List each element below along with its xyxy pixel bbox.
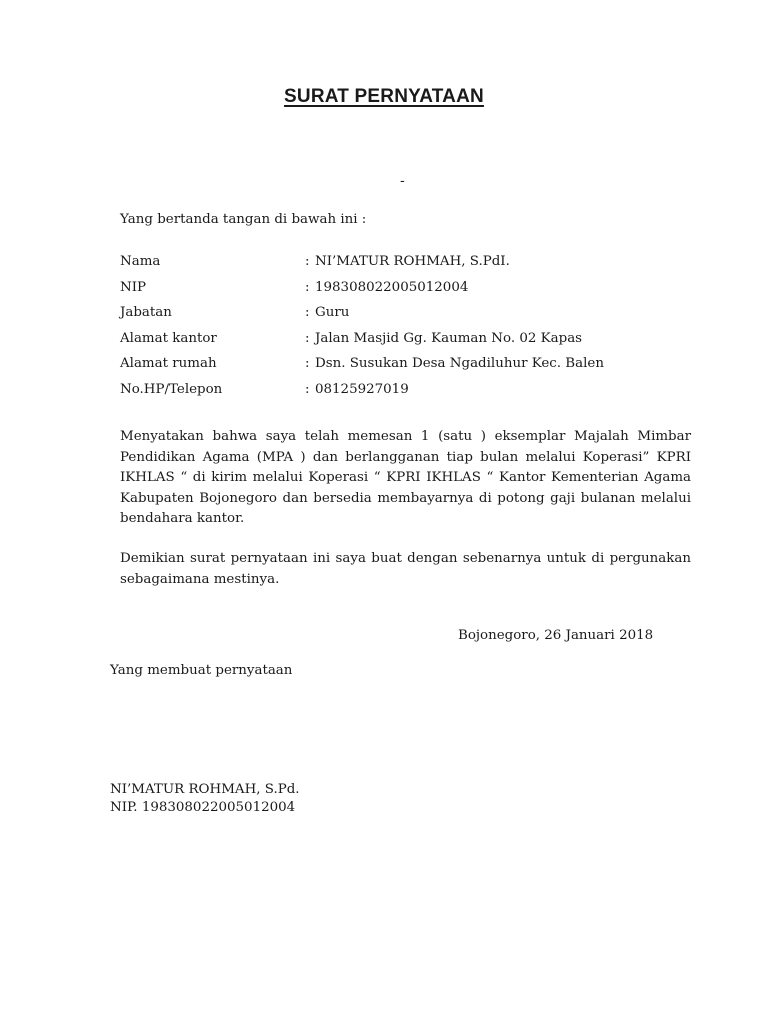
maker-label: Yang membuat pernyataan [110,663,293,678]
document-title [0,86,768,108]
field-colon: : [305,279,310,295]
field-row-telepon [120,380,680,406]
signer-nip: NIP. 198308022005012004 [110,800,296,815]
document-title-text: SURAT PERNYATAAN [284,86,484,107]
field-colon: : [305,254,310,269]
field-colon: : [305,305,310,321]
field-value: 08125927019 [315,381,409,397]
field-row-alamat-kantor [120,329,680,355]
field-label: Jabatan [120,305,172,321]
field-label: Alamat kantor [120,330,217,346]
field-row-jabatan [120,303,680,329]
field-colon: : [305,381,310,397]
field-value: Guru [315,305,350,321]
field-value: 198308022005012004 [315,279,469,295]
field-label: Nama [120,254,161,269]
intro-text: Yang bertanda tangan di bawah ini : [120,212,367,227]
closing-paragraph: Demikian surat pernyataan ini saya buat dengan sebenarnya untuk di pergunakan sebagaimana mestinya. [120,551,691,587]
field-label: No.HP/Telepon [120,381,223,397]
field-colon: : [305,356,310,372]
separator-mark: - [400,173,405,189]
field-row-alamat-rumah [120,354,680,380]
field-row-nama [120,252,680,278]
identity-fields [120,252,680,406]
place-date: Bojonegoro, 26 Januari 2018 [458,628,654,643]
statement-paragraph: Menyatakan bahwa saya telah memesan 1 (satu ) eksemplar Majalah Mimbar Pendidikan Agama (MPA ) dan berlangganan tiap bulan melalui Koperasi” KPRI IKHLAS “ di kirim melalui Koperasi “ KPRI IKHLAS “ Kantor Kementerian Agama Kabupaten Bojonegoro dan bersedia membayarnya di potong gaji bulanan melalui bendahara kantor. [120,429,691,527]
signer-name: NI’MATUR ROHMAH, S.Pd. [110,782,300,797]
field-value: Jalan Masjid Gg. Kauman No. 02 Kapas [315,330,583,346]
field-row-nip [120,278,680,304]
field-value: NI’MATUR ROHMAH, S.PdI. [315,254,510,269]
field-label: Alamat rumah [120,356,217,372]
field-value: Dsn. Susukan Desa Ngadiluhur Kec. Balen [315,356,604,372]
field-label: NIP [120,279,147,295]
field-colon: : [305,330,310,346]
